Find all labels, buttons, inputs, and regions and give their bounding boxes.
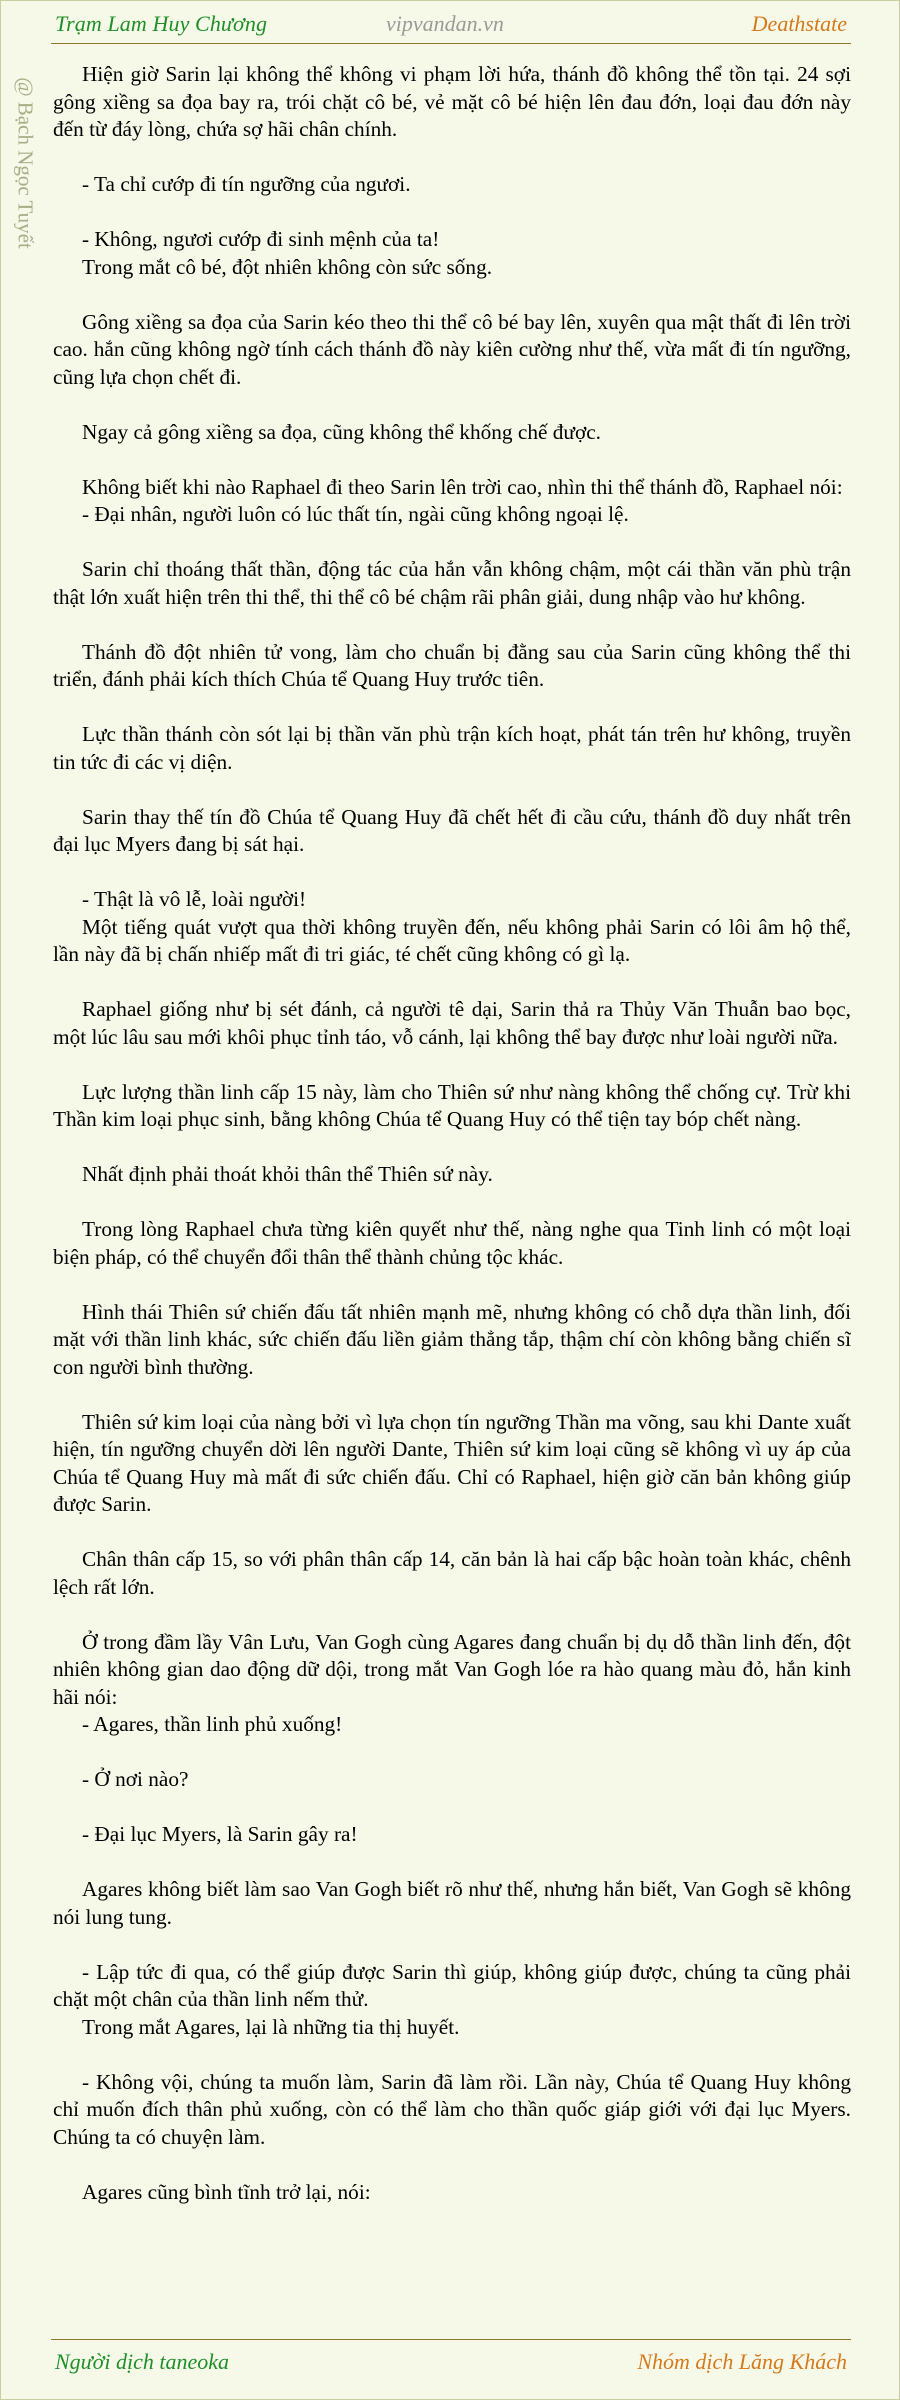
paragraph: - Đại lục Myers, là Sarin gây ra! <box>82 1822 358 1846</box>
paragraph: Sarin thay thế tín đồ Chúa tể Quang Huy đã chết hết đi cầu cứu, thánh đồ duy nhất trên đại lục Myers đang bị sát hại. <box>53 804 851 856</box>
vertical-watermark <box>7 63 43 263</box>
paragraph: - Ta chỉ cướp đi tín ngưỡng của ngươi. <box>82 172 411 196</box>
chapter-text <box>53 61 851 2319</box>
paragraph: Trong mắt Agares, lại là những tia thị huyết. <box>82 2014 460 2039</box>
paragraph: Ở trong đầm lầy Vân Lưu, Van Gogh cùng Agares đang chuẩn bị dụ dỗ thần linh đến, đột nhiên không gian dao động dữ dội, trong mắt Van Gogh lóe ra hào quang màu đỏ, hắn kinh hãi nói: <box>53 1629 851 1709</box>
paragraph: - Không vội, chúng ta muốn làm, Sarin đã làm rồi. Lần này, Chúa tể Quang Huy không chỉ muốn đích thân phủ xuống, còn có thể làm cho thần quốc giáp giới với đại lục Myers. Chúng ta có chuyện làm. <box>53 2069 851 2149</box>
header-site-url[interactable]: vipvandan.vn <box>386 11 504 36</box>
paragraph: Lực thần thánh còn sót lại bị thần văn phù trận kích hoạt, phát tán trên hư không, truyền tin tức đi các vị diện. <box>53 722 851 774</box>
paragraph: Raphael giống như bị sét đánh, cả người tê dại, Sarin thả ra Thủy Văn Thuẫn bao bọc, một lúc lâu sau mới khôi phục tỉnh táo, vỗ cánh, lại không thể bay được như loài người nữa. <box>53 997 851 1049</box>
page-footer <box>51 2347 851 2381</box>
paragraph: Trong mắt cô bé, đột nhiên không còn sức sống. <box>82 254 493 279</box>
paragraph: Lực lượng thần linh cấp 15 này, làm cho Thiên sứ như nàng không thể chống cự. Trừ khi Thần kim loại phục sinh, bằng không Chúa tể Quang Huy có thể tiện tay bóp chết nàng. <box>53 1079 851 1131</box>
page-header <box>51 9 851 43</box>
paragraph: Thánh đồ đột nhiên tử vong, làm cho chuẩn bị đằng sau của Sarin cũng không thể thi triển, đánh phải kích thích Chúa tể Quang Huy trước tiên. <box>53 639 851 691</box>
paragraph: - Lập tức đi qua, có thể giúp được Sarin thì giúp, không giúp được, chúng ta cũng phải chặt một chân của thần linh nếm thử. <box>53 1959 851 2011</box>
paragraph: Thiên sứ kim loại của nàng bởi vì lựa chọn tín ngưỡng Thần ma võng, sau khi Dante xuất hiện, tín ngưỡng chuyển dời lên người Dante, Thiên sứ kim loại cũng sẽ không vì uy áp của Chúa tể Quang Huy mà mất đi sức chiến đấu. Chỉ có Raphael, hiện giờ căn bản không giúp được Sarin. <box>53 1409 851 1516</box>
paragraph: Agares cũng bình tĩnh trở lại, nói: <box>82 2179 371 2204</box>
paragraph: Agares không biết làm sao Van Gogh biết rõ như thế, nhưng hắn biết, Van Gogh sẽ không nói lung tung. <box>53 1877 851 1929</box>
paragraph: Nhất định phải thoát khỏi thân thể Thiên sứ này. <box>82 1162 493 1186</box>
header-book-title: Deathstate <box>751 11 847 36</box>
paragraph: Gông xiềng sa đọa của Sarin kéo theo thi thể cô bé bay lên, xuyên qua mật thất đi lên trời cao. hắn cũng không ngờ tính cách thánh đồ này kiên cường như thế, vừa mất đi tín ngưỡng, cũng lựa chọn chết đi. <box>53 309 851 389</box>
paragraph: Ngay cả gông xiềng sa đọa, cũng không thể khống chế được. <box>82 419 602 444</box>
header-divider <box>51 43 851 44</box>
paragraph: - Thật là vô lễ, loài người! <box>82 887 307 911</box>
footer-divider <box>51 2339 851 2340</box>
paragraph: Chân thân cấp 15, so với phân thân cấp 14, căn bản là hai cấp bậc hoàn toàn khác, chênh lệch rất lớn. <box>53 1547 851 1599</box>
footer-translator: Người dịch taneoka <box>55 2349 230 2374</box>
footer-group: Nhóm dịch Lăng Khách <box>637 2349 847 2374</box>
paragraph: Không biết khi nào Raphael đi theo Sarin lên trời cao, nhìn thi thể thánh đồ, Raphael nói: <box>82 474 843 499</box>
paragraph: Sarin chỉ thoáng thất thần, động tác của hắn vẫn không chậm, một cái thần văn phù trận thật lớn xuất hiện trên thi thể, thi thể cô bé chậm rãi phân giải, dung nhập vào hư không. <box>53 557 851 609</box>
paragraph: Trong lòng Raphael chưa từng kiên quyết như thế, nàng nghe qua Tinh linh có một loại biện pháp, có thể chuyển đổi thân thể thành chủng tộc khác. <box>53 1217 851 1269</box>
paragraph: - Không, ngươi cướp đi sinh mệnh của ta! <box>82 227 440 251</box>
paragraph: Hình thái Thiên sứ chiến đấu tất nhiên mạnh mẽ, nhưng không có chỗ dựa thần linh, đối mặt với thần linh khác, sức chiến đấu liền giảm thẳng tắp, thậm chí còn không bằng chiến sĩ con người bình thường. <box>53 1299 851 1379</box>
watermark-text: @ Bạch Ngọc Tuyết <box>13 77 38 249</box>
paragraph: Một tiếng quát vượt qua thời không truyền đến, nếu không phải Sarin có lôi âm hộ thể, lần này đã bị chấn nhiếp mất đi tri giác, té chết cũng không có gì lạ. <box>53 914 851 966</box>
paragraph: - Ở nơi nào? <box>82 1767 189 1791</box>
paragraph: - Đại nhân, người luôn có lúc thất tín, ngài cũng không ngoại lệ. <box>82 502 629 526</box>
paragraph: - Agares, thần linh phủ xuống! <box>82 1712 343 1736</box>
paragraph: Hiện giờ Sarin lại không thể không vi phạm lời hứa, thánh đồ không thể tồn tại. 24 sợi gông xiềng sa đọa bay ra, trói chặt cô bé, vẻ mặt cô bé hiện lên đau đớn, loại đau đớn này đến từ đáy lòng, chứa sợ hãi chân chính. <box>53 62 851 141</box>
header-site-name: Trạm Lam Huy Chương <box>55 11 268 36</box>
